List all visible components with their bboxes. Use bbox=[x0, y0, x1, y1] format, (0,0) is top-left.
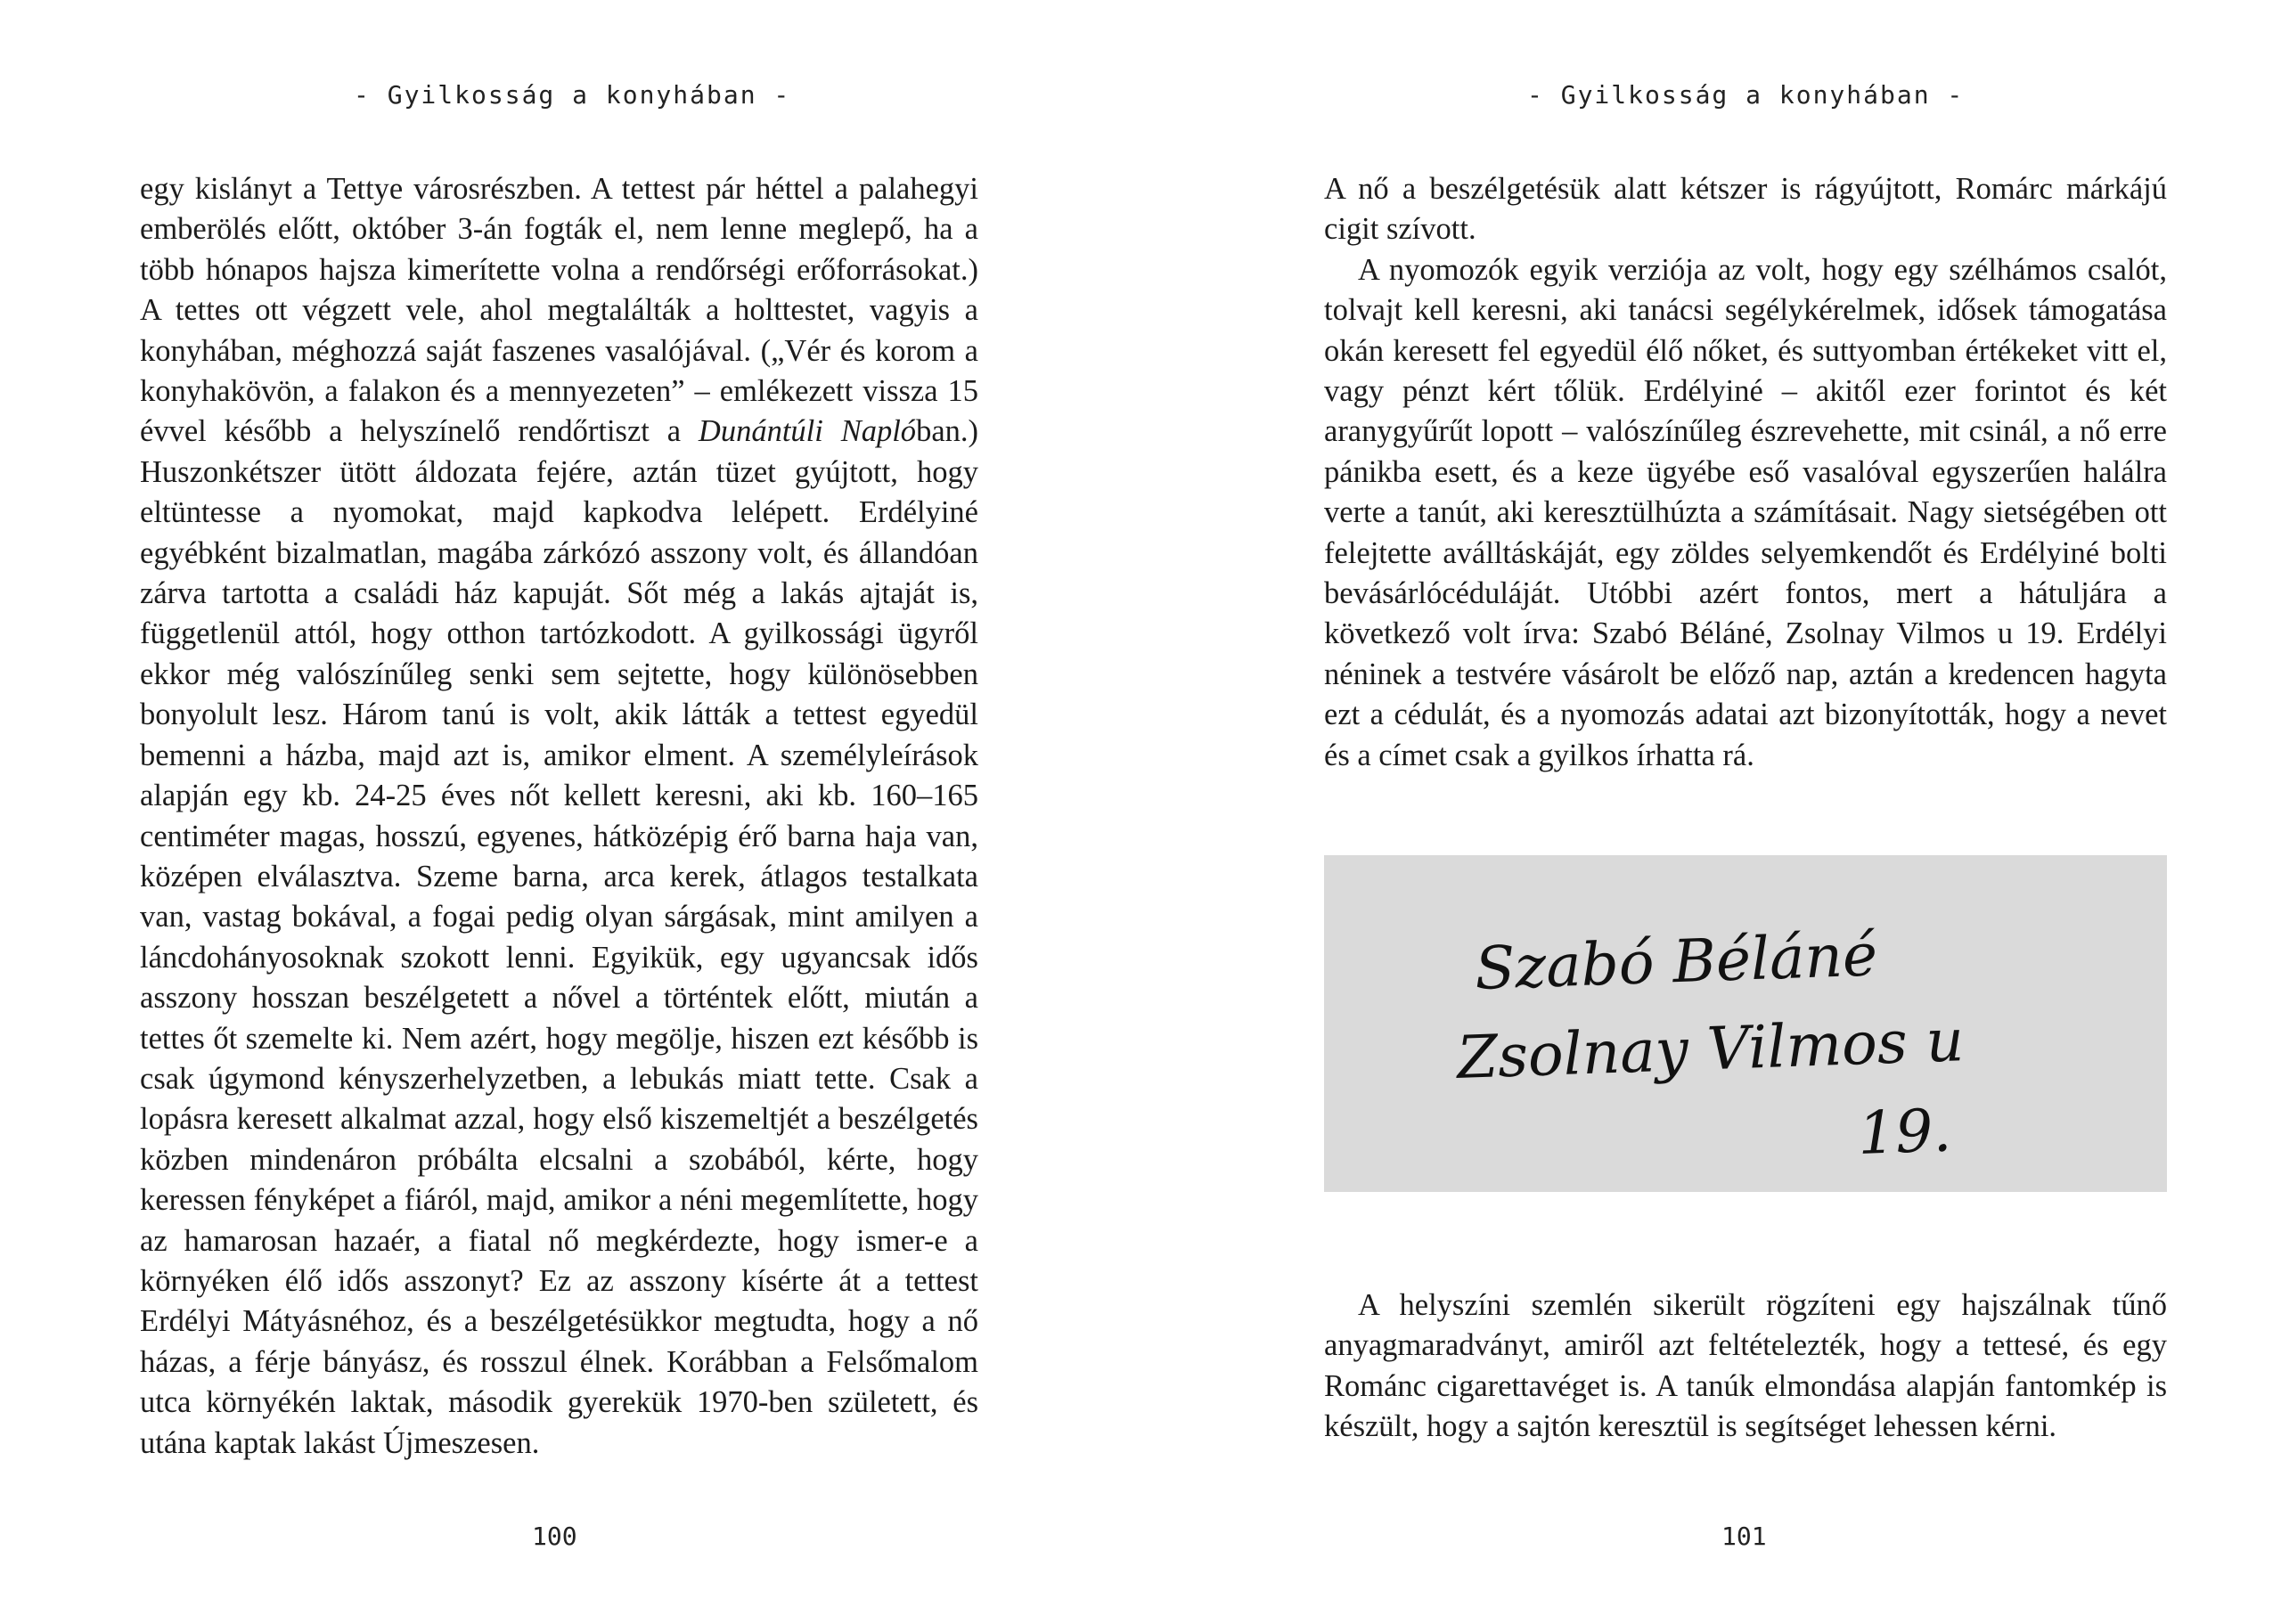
running-head: - Gyilkosság a konyhában - bbox=[354, 80, 791, 110]
handwritten-note-svg bbox=[1324, 855, 2167, 1192]
body-text bbox=[1324, 169, 2167, 776]
text-run: ban.) Huszonkétszer ütött áldozata fejére, aztán tüzet gyújtott, hogy eltüntesse a nyomokat, majd kapkodva lelépett. Erdélyiné egyébként bizalmatlan, magába zárkózó asszony volt, és állandóan zárva tartotta a családi ház kapuját. Sőt még a lakás ajtaját is, függetlenül attól, hogy otthon tartózkodott. A gyilkossági ügyről ekkor még valószínűleg senki sem sejtette, hogy különösebben bonyolult lesz. Három tanú is volt, akik látták a tettest egyedül bemenni a házba, majd azt is, amikor elment. A személyleírások alapján egy kb. 24-25 éves nőt kellett keresni, aki kb. 160–165 centiméter magas, hosszú, egyenes, hátközépig érő barna haja van, középen elválasztva. Szeme barna, arca kerek, átlagos testalkata van, vastag bokával, a fogai pedig olyan sárgásak, mint amilyen a láncdohányosoknak szokott lenni. Egyikük, egy ugyancsak idős asszony hosszan beszélgetett a nővel a történtek előtt, miután a tettes őt szemelte ki. Nem azért, hogy megölje, hiszen ezt később is csak úgymond kényszerhelyzetben, a lebukás miatt tette. Csak a lopásra keresett alkalmat azzal, hogy első kiszemeltjét a beszélgetés közben mindenáron próbálta elcsalni a szobából, kérte, hogy keressen fényképet a fiáról, majd, amikor a néni megemlítette, hogy az hamarosan hazaér, a fiatal nő megkérdezte, hogy ismer-e a környéken élő idős asszonyt? Ez az asszony kísérte át a tettest Erdélyi Mátyásnéhoz, és a beszélgetésükkor megtudta, hogy a nő házas, a férje bányász, és rosszul élnek. Korábban a Felsőmalom utca környékén laktak, második gyerekük 1970-ben született, és utána kaptak lakást Újmeszesen. bbox=[140, 414, 978, 1460]
handwritten-note-image bbox=[1324, 855, 2167, 1192]
paragraph: A helyszíni szemlén sikerült rögzíteni egy hajszálnak tűnő anyagmaradványt, amiről azt feltételezték, hogy a tettesé, és egy Románc cigarettavéget is. A tanúk elmondása alapján fantomkép is készült, hogy a sajtón keresztül is segítséget lehessen kérni. bbox=[1324, 1288, 2167, 1444]
note-line-2: Zsolnay Vilmos u bbox=[1455, 1006, 1966, 1092]
body-text bbox=[1324, 1285, 2167, 1448]
page-number: 100 bbox=[532, 1522, 577, 1551]
paragraph bbox=[140, 169, 978, 1464]
note-line-3: 19. bbox=[1856, 1096, 1953, 1168]
running-head: - Gyilkosság a konyhában - bbox=[1527, 80, 1965, 110]
body-text bbox=[140, 169, 978, 1464]
left-page bbox=[0, 0, 1140, 1624]
text-run: egy kislányt a Tettye városrészben. A tettest pár héttel a palahegyi emberölés előtt, október 3-án fogták el, nem lenne meglepő, ha a több hónapos hajsza kimerítette volna a rendőrségi erőforrásokat.) A tettes ott végzett vele, ahol megtalálták a holttestet, vagyis a konyhában, méghozzá saját faszenes vasalójával. („Vér és korom a konyhakövön, a falakon és a mennyezeten” – emlékezett vissza 15 évvel később a helyszínelő rendőrtiszt a bbox=[140, 172, 978, 449]
page-number: 101 bbox=[1721, 1522, 1767, 1551]
italic-title: Dunántúli Napló bbox=[698, 414, 917, 449]
paragraph: A nyomozók egyik verziója az volt, hogy egy szélhámos csalót, tolvajt kell keresni, aki tanácsi segélykérelmek, idősek támogatása okán keresett fel egyedül élő nőket, és suttyomban értékeket vitt el, vagy pénzt kért tőlük. Erdélyiné – akitől ezer forintot és két aranygyűrűt lopott – valószínűleg észrevehette, mit csinál, a nő erre pánikba esett, és a keze ügyébe eső vasalóval egyszerűen halálra verte a tanút, aki keresztülhúzta a számításait. Nagy sietségében ott felejtette aválltáskáját, egy zöldes selyemkendőt és Erdélyiné bolti bevásárlócéduláját. Utóbbi azért fontos, mert a hátuljára a következő volt írva: Szabó Béláné, Zsolnay Vilmos u 19. Erdélyi néninek a testvére vásárolt be előző nap, aztán a kredencen hagyta ezt a cédulát, és a nyomozás adatai azt bizonyították, hogy a nevet és a címet csak a gyilkos írhatta rá. bbox=[1324, 252, 2167, 772]
right-page bbox=[1140, 0, 2281, 1624]
paragraph: A nő a beszélgetésük alatt kétszer is rágyújtott, Romárc márkájú cigit szívott. bbox=[1324, 172, 2167, 247]
note-line-1: Szabó Béláné bbox=[1473, 920, 1879, 1003]
